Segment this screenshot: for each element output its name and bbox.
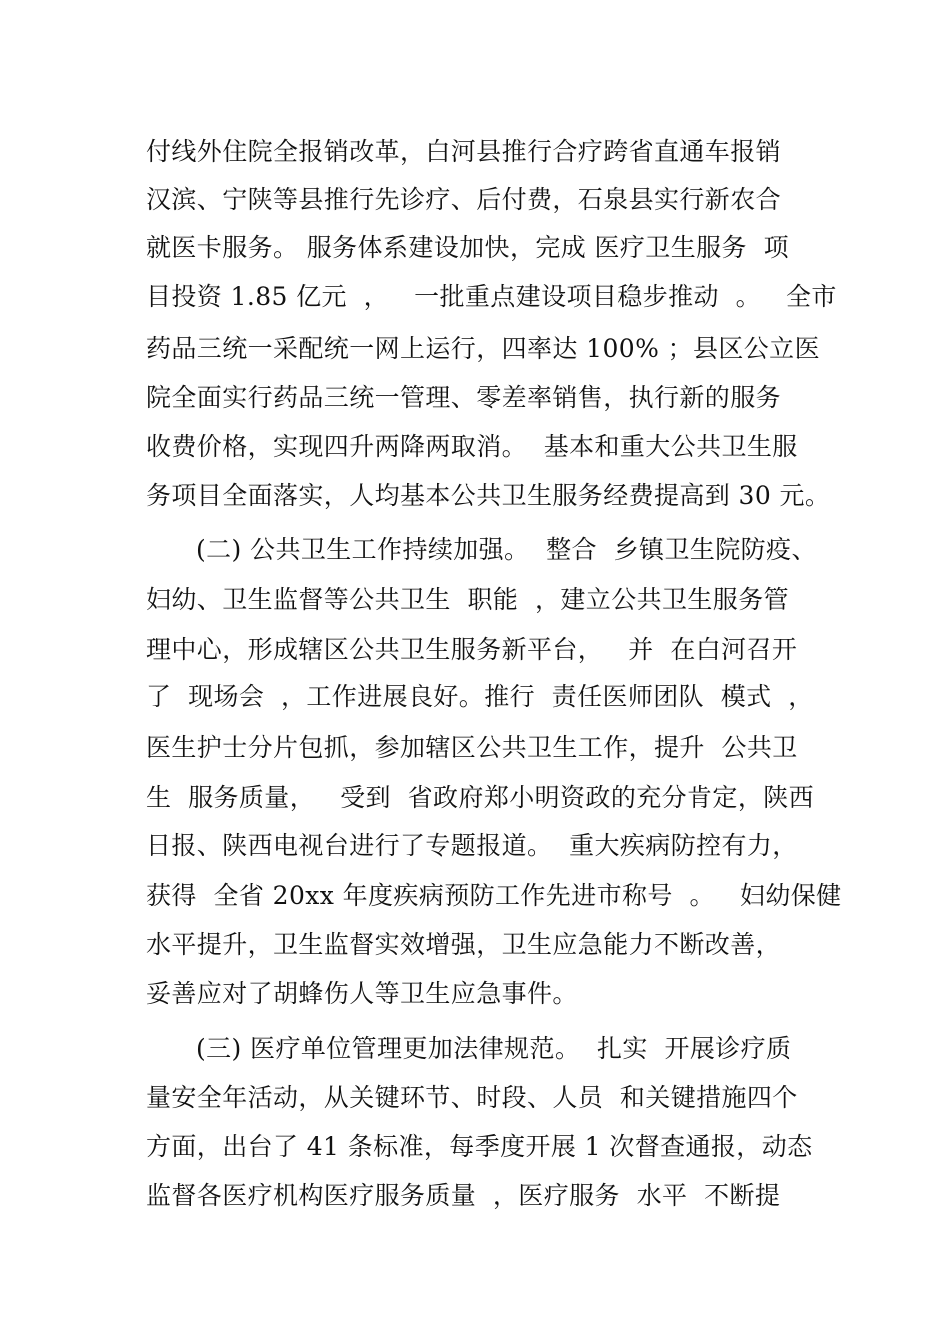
text-line: 务项目全面落实，人均基本公共卫生服务经费提高到 30 元。	[146, 481, 831, 510]
text-line: 付线外住院全报销改革，白河县推行合疗跨省直通车报销	[146, 137, 782, 166]
text-line: 院全面实行药品三统一管理、零差率销售，执行新的服务	[146, 383, 782, 412]
paragraph-heading-2: (二) 公共卫生工作持续加强。 整合 乡镇卫生院防疫、	[196, 535, 817, 564]
text-line: 收费价格，实现四升两降两取消。 基本和重大公共卫生服	[146, 432, 798, 461]
text-line: 获得 全省 20xx 年度疾病预防工作先进市称号 。 妇幼保健	[146, 881, 842, 910]
paragraph-heading-3: (三) 医疗单位管理更加法律规范。 扎实 开展诊疗质	[196, 1034, 792, 1063]
text-line: 了 现场会 ，工作进展良好。推行 责任医师团队 模式 ，	[146, 682, 814, 711]
text-line: 理中心，形成辖区公共卫生服务新平台， 并 在白河召开	[146, 635, 798, 664]
text-line: 汉滨、宁陕等县推行先诊疗、后付费，石泉县实行新农合	[146, 185, 782, 214]
text-line: 方面，出台了 41 条标准，每季度开展 1 次督查通报，动态	[146, 1132, 813, 1161]
text-line: 医生护士分片包抓，参加辖区公共卫生工作，提升 公共卫	[146, 733, 798, 762]
text-line: 水平提升，卫生监督实效增强，卫生应急能力不断改善，	[146, 930, 782, 959]
text-line: 生 服务质量， 受到 省政府郑小明资政的充分肯定，陕西	[146, 783, 815, 812]
text-line: 药品三统一采配统一网上运行，四率达 100% ；县区公立医	[146, 334, 820, 363]
text-line: 妥善应对了胡蜂伤人等卫生应急事件。	[146, 979, 578, 1008]
text-line: 量安全年活动，从关键环节、时段、人员 和关键措施四个	[146, 1083, 798, 1112]
text-line: 监督各医疗机构医疗服务质量 ，医疗服务 水平 不断提	[146, 1181, 781, 1210]
text-line: 目投资 1.85 亿元 ， 一批重点建设项目稳步推动 。 全市	[146, 282, 837, 311]
text-line: 就医卡服务。 服务体系建设加快，完成 医疗卫生服务 项	[146, 233, 789, 262]
text-line: 妇幼、卫生监督等公共卫生 职能 ，建立公共卫生服务管	[146, 585, 789, 614]
text-line: 日报、陕西电视台进行了专题报道。 重大疾病防控有力，	[146, 831, 798, 860]
